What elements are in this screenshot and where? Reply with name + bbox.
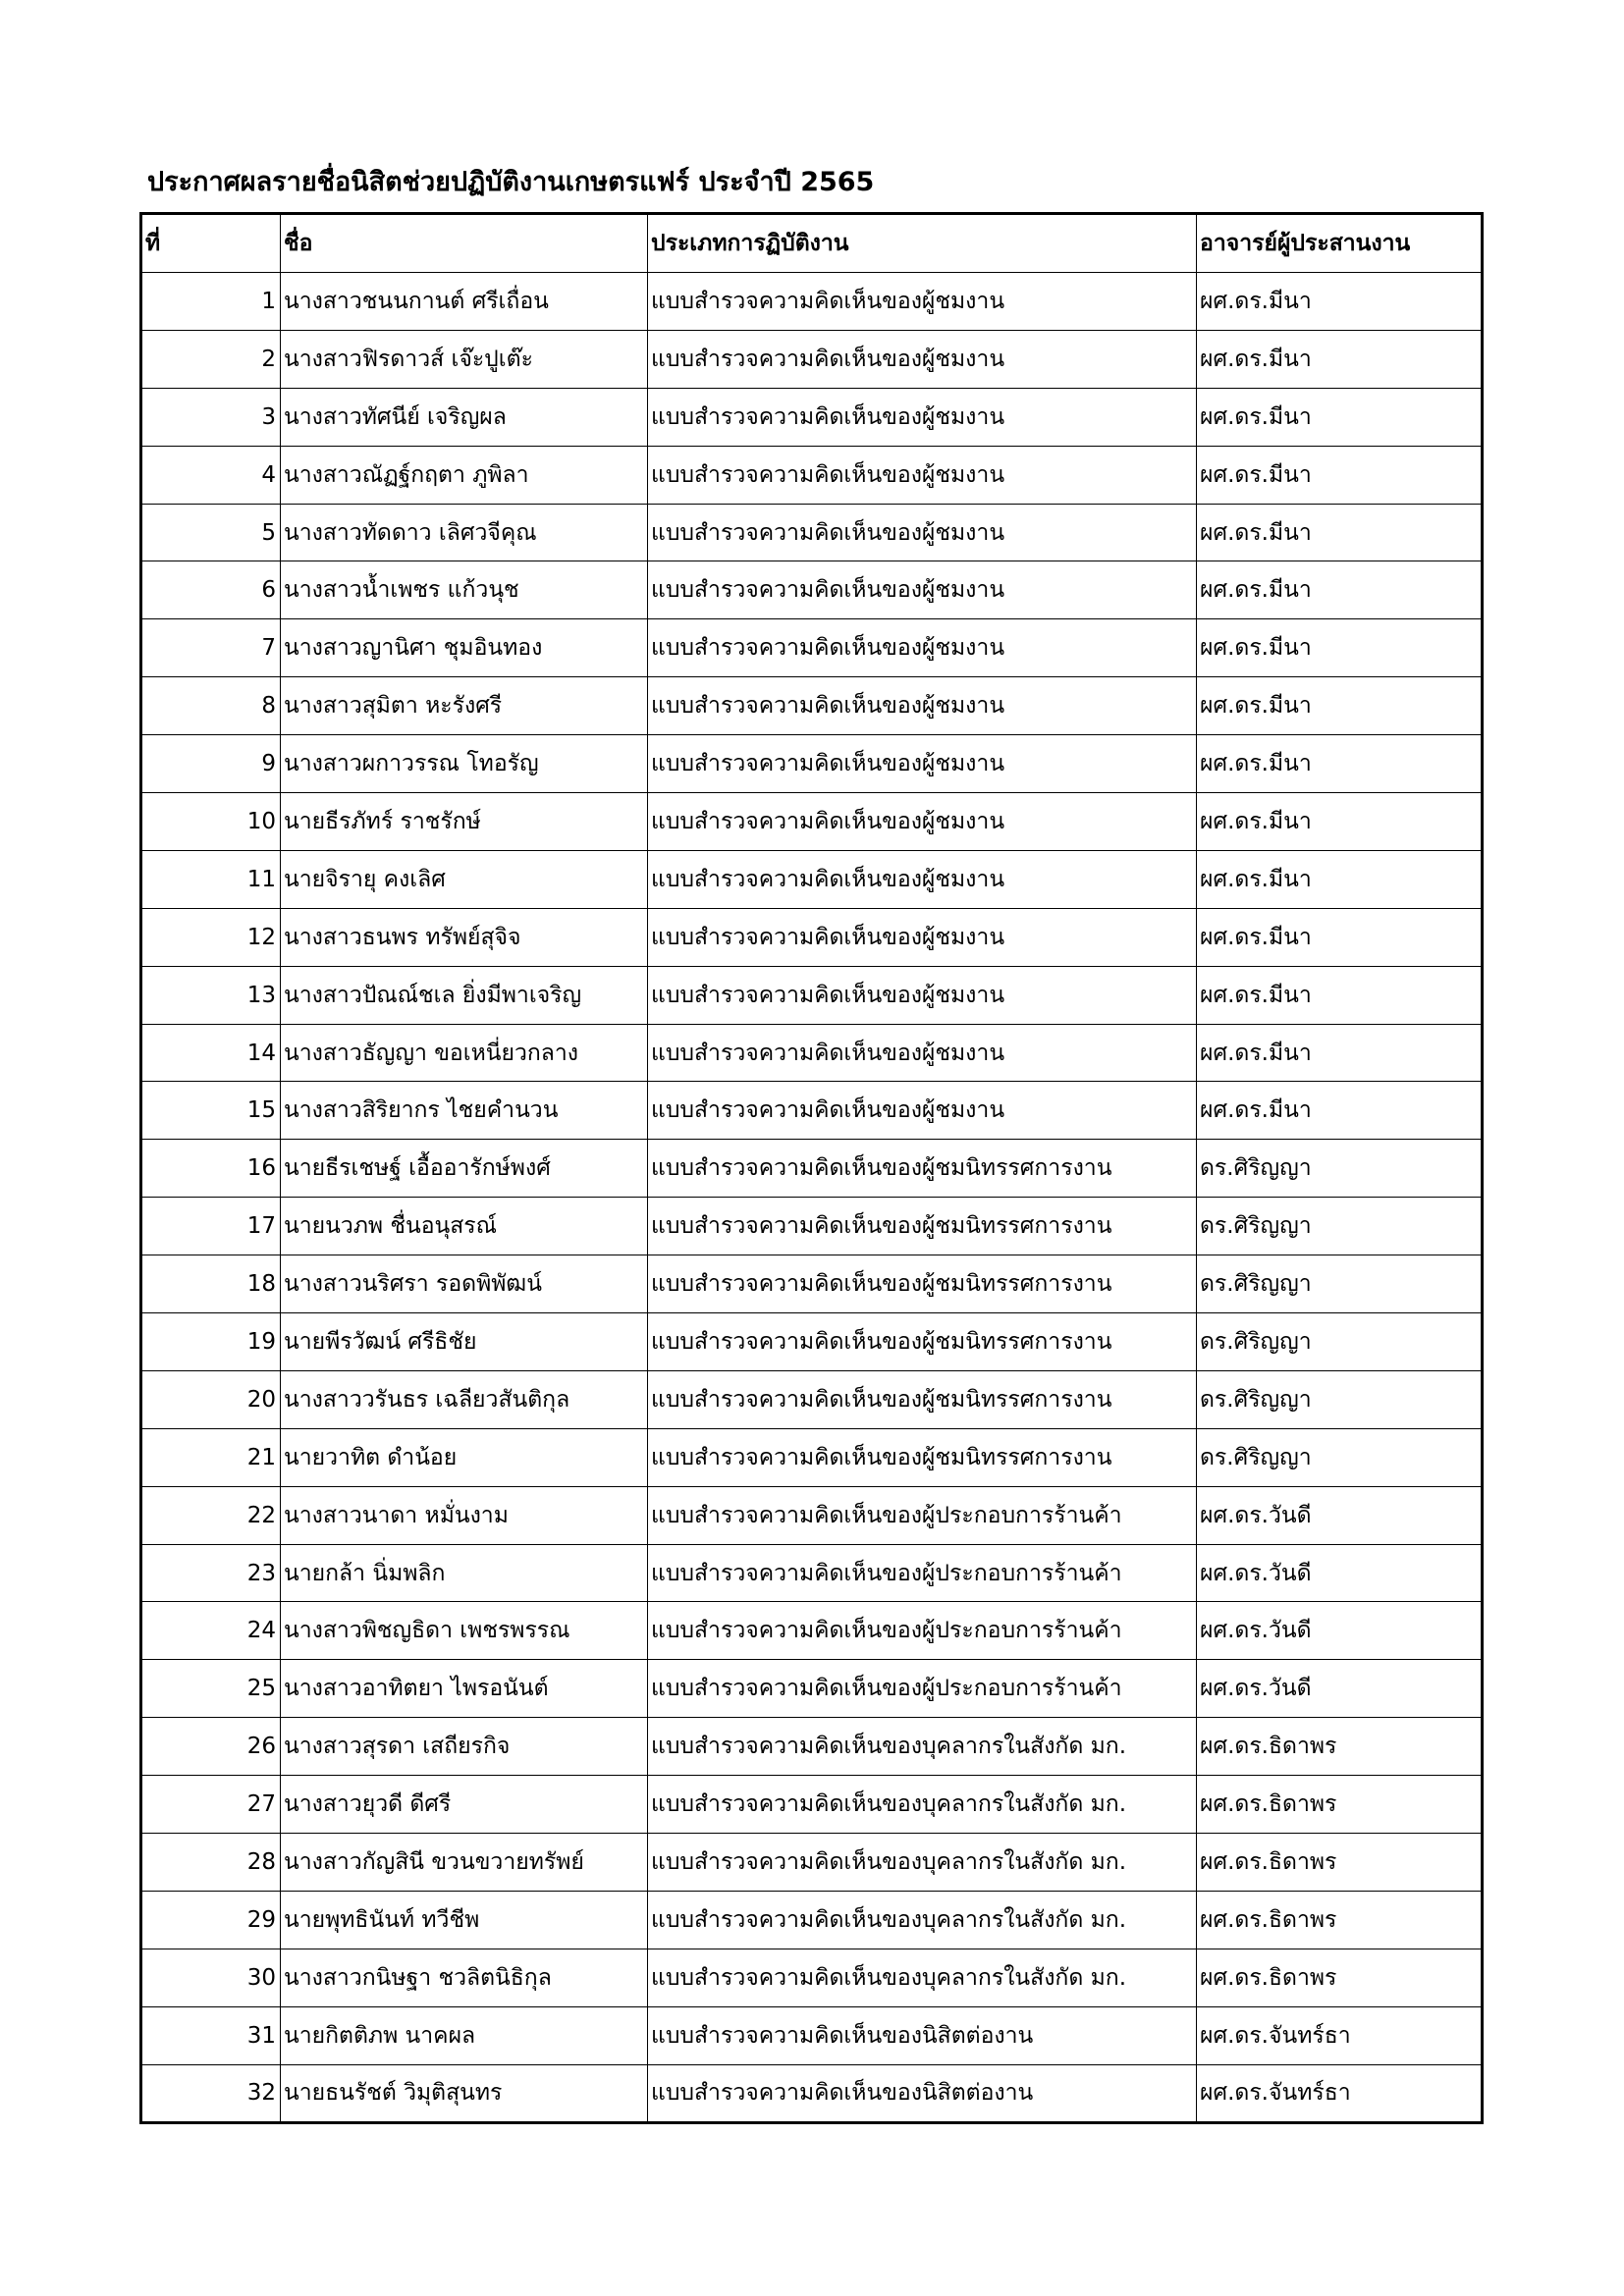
cell-coordinator: ผศ.ดร.จันทร์ธา [1197, 2006, 1483, 2064]
cell-coordinator: ผศ.ดร.มีนา [1197, 735, 1483, 793]
cell-name: นางสาวสิริยากร ไชยคำนวน [281, 1082, 648, 1140]
cell-coordinator: ผศ.ดร.มีนา [1197, 793, 1483, 851]
cell-coordinator: ผศ.ดร.มีนา [1197, 677, 1483, 735]
table-row [141, 966, 1483, 1024]
cell-work-type: แบบสำรวจความคิดเห็นของผู้ประกอบการร้านค้า [648, 1486, 1197, 1544]
cell-number: 11 [141, 850, 281, 908]
cell-coordinator: ผศ.ดร.จันทร์ธา [1197, 2064, 1483, 2122]
table-row [141, 1776, 1483, 1834]
cell-name: นายธีรเชษฐ์ เอื้ออารักษ์พงศ์ [281, 1140, 648, 1198]
cell-number: 21 [141, 1428, 281, 1486]
cell-name: นางสาวธนพร ทรัพย์สุจิจ [281, 908, 648, 966]
cell-coordinator: ดร.ศิริญญา [1197, 1198, 1483, 1255]
cell-work-type: แบบสำรวจความคิดเห็นของผู้ชมงาน [648, 273, 1197, 331]
cell-work-type: แบบสำรวจความคิดเห็นของบุคลากรในสังกัด มก. [648, 1718, 1197, 1776]
table-row [141, 1313, 1483, 1371]
table-row [141, 1544, 1483, 1602]
table-row [141, 446, 1483, 504]
table-row [141, 1486, 1483, 1544]
cell-name: นางสาวชนนกานต์ ศรีเถื่อน [281, 273, 648, 331]
cell-name: นายพุทธินันท์ ทวีชีพ [281, 1891, 648, 1949]
cell-name: นางสาวอาทิตยา ไพรอนันต์ [281, 1660, 648, 1718]
cell-name: นางสาวน้ำเพชร แก้วนุช [281, 561, 648, 619]
table-row [141, 1370, 1483, 1428]
cell-coordinator: ผศ.ดร.ธิดาพร [1197, 1834, 1483, 1892]
header-number: ที่ [141, 214, 281, 273]
cell-coordinator: ผศ.ดร.มีนา [1197, 908, 1483, 966]
cell-work-type: แบบสำรวจความคิดเห็นของผู้ประกอบการร้านค้า [648, 1544, 1197, 1602]
table-row [141, 1834, 1483, 1892]
cell-name: นางสาววรันธร เฉลียวสันติกุล [281, 1370, 648, 1428]
cell-number: 16 [141, 1140, 281, 1198]
cell-number: 25 [141, 1660, 281, 1718]
cell-number: 30 [141, 1949, 281, 2006]
cell-work-type: แบบสำรวจความคิดเห็นของผู้ชมงาน [648, 677, 1197, 735]
cell-coordinator: ผศ.ดร.มีนา [1197, 388, 1483, 446]
table-row [141, 1602, 1483, 1660]
cell-work-type: แบบสำรวจความคิดเห็นของผู้ชมนิทรรศการงาน [648, 1313, 1197, 1371]
cell-name: นายวาทิต ดำน้อย [281, 1428, 648, 1486]
cell-coordinator: ผศ.ดร.มีนา [1197, 1024, 1483, 1082]
table-row [141, 908, 1483, 966]
cell-number: 5 [141, 504, 281, 561]
table-row [141, 504, 1483, 561]
cell-number: 10 [141, 793, 281, 851]
cell-number: 27 [141, 1776, 281, 1834]
cell-number: 20 [141, 1370, 281, 1428]
table-row [141, 561, 1483, 619]
cell-name: นางสาวกัญสินี ขวนขวายทรัพย์ [281, 1834, 648, 1892]
cell-number: 15 [141, 1082, 281, 1140]
cell-coordinator: ดร.ศิริญญา [1197, 1370, 1483, 1428]
cell-coordinator: ดร.ศิริญญา [1197, 1428, 1483, 1486]
cell-work-type: แบบสำรวจความคิดเห็นของผู้ประกอบการร้านค้า [648, 1602, 1197, 1660]
cell-coordinator: ผศ.ดร.ธิดาพร [1197, 1891, 1483, 1949]
table-row [141, 2006, 1483, 2064]
cell-work-type: แบบสำรวจความคิดเห็นของนิสิตต่องาน [648, 2006, 1197, 2064]
cell-name: นางสาวพิชญธิดา เพชรพรรณ [281, 1602, 648, 1660]
student-roster-table [139, 212, 1484, 2124]
cell-coordinator: ผศ.ดร.มีนา [1197, 1082, 1483, 1140]
cell-coordinator: ผศ.ดร.วันดี [1197, 1486, 1483, 1544]
table-row [141, 1082, 1483, 1140]
cell-number: 31 [141, 2006, 281, 2064]
cell-coordinator: ผศ.ดร.ธิดาพร [1197, 1776, 1483, 1834]
cell-work-type: แบบสำรวจความคิดเห็นของผู้ชมนิทรรศการงาน [648, 1370, 1197, 1428]
cell-number: 23 [141, 1544, 281, 1602]
table-row [141, 1198, 1483, 1255]
cell-number: 3 [141, 388, 281, 446]
table-row [141, 330, 1483, 388]
cell-number: 19 [141, 1313, 281, 1371]
cell-number: 8 [141, 677, 281, 735]
header-work-type: ประเภทการฏิบัติงาน [648, 214, 1197, 273]
cell-coordinator: ผศ.ดร.ธิดาพร [1197, 1949, 1483, 2006]
cell-work-type: แบบสำรวจความคิดเห็นของผู้ชมนิทรรศการงาน [648, 1198, 1197, 1255]
table-row [141, 1660, 1483, 1718]
table-row [141, 2064, 1483, 2122]
table-row [141, 850, 1483, 908]
cell-number: 13 [141, 966, 281, 1024]
cell-number: 4 [141, 446, 281, 504]
cell-work-type: แบบสำรวจความคิดเห็นของผู้ประกอบการร้านค้า [648, 1660, 1197, 1718]
cell-name: นายธีรภัทร์ ราชรักษ์ [281, 793, 648, 851]
cell-coordinator: ผศ.ดร.มีนา [1197, 850, 1483, 908]
cell-coordinator: ผศ.ดร.มีนา [1197, 504, 1483, 561]
table-row [141, 735, 1483, 793]
cell-coordinator: ดร.ศิริญญา [1197, 1140, 1483, 1198]
cell-work-type: แบบสำรวจความคิดเห็นของบุคลากรในสังกัด มก. [648, 1949, 1197, 2006]
cell-name: นางสาวกนิษฐา ชวลิตนิธิกุล [281, 1949, 648, 2006]
cell-work-type: แบบสำรวจความคิดเห็นของผู้ชมงาน [648, 1082, 1197, 1140]
cell-coordinator: ผศ.ดร.มีนา [1197, 446, 1483, 504]
cell-name: นายกิตติภพ นาคผล [281, 2006, 648, 2064]
cell-coordinator: ดร.ศิริญญา [1197, 1313, 1483, 1371]
cell-work-type: แบบสำรวจความคิดเห็นของผู้ชมงาน [648, 735, 1197, 793]
table-row [141, 1024, 1483, 1082]
cell-name: นางสาวนาดา หมั่นงาม [281, 1486, 648, 1544]
table-row [141, 388, 1483, 446]
cell-name: นางสาวทัศนีย์ เจริญผล [281, 388, 648, 446]
cell-work-type: แบบสำรวจความคิดเห็นของผู้ชมงาน [648, 966, 1197, 1024]
cell-work-type: แบบสำรวจความคิดเห็นของผู้ชมงาน [648, 388, 1197, 446]
table-row [141, 1255, 1483, 1313]
cell-name: นางสาวญานิศา ชุมอินทอง [281, 619, 648, 677]
table-header-row [141, 214, 1483, 273]
cell-work-type: แบบสำรวจความคิดเห็นของบุคลากรในสังกัด มก. [648, 1834, 1197, 1892]
cell-number: 17 [141, 1198, 281, 1255]
cell-work-type: แบบสำรวจความคิดเห็นของนิสิตต่องาน [648, 2064, 1197, 2122]
cell-number: 29 [141, 1891, 281, 1949]
cell-work-type: แบบสำรวจความคิดเห็นของผู้ชมนิทรรศการงาน [648, 1255, 1197, 1313]
cell-coordinator: ผศ.ดร.วันดี [1197, 1660, 1483, 1718]
cell-number: 12 [141, 908, 281, 966]
table-row [141, 1140, 1483, 1198]
cell-work-type: แบบสำรวจความคิดเห็นของบุคลากรในสังกัด มก. [648, 1776, 1197, 1834]
cell-number: 1 [141, 273, 281, 331]
cell-number: 22 [141, 1486, 281, 1544]
cell-coordinator: ผศ.ดร.มีนา [1197, 273, 1483, 331]
cell-work-type: แบบสำรวจความคิดเห็นของผู้ชมนิทรรศการงาน [648, 1140, 1197, 1198]
cell-name: นางสาวณัฏฐ์กฤตา ภูพิลา [281, 446, 648, 504]
table-row [141, 793, 1483, 851]
cell-name: นางสาวปัณณ์ชเล ยิ่งมีพาเจริญ [281, 966, 648, 1024]
table-row [141, 1949, 1483, 2006]
header-name: ชื่อ [281, 214, 648, 273]
cell-coordinator: ผศ.ดร.ธิดาพร [1197, 1718, 1483, 1776]
cell-name: นายกล้า นิ่มพลิก [281, 1544, 648, 1602]
cell-name: นางสาวนริศรา รอดพิพัฒน์ [281, 1255, 648, 1313]
cell-coordinator: ผศ.ดร.มีนา [1197, 561, 1483, 619]
cell-coordinator: ผศ.ดร.มีนา [1197, 330, 1483, 388]
table-row [141, 1891, 1483, 1949]
cell-number: 24 [141, 1602, 281, 1660]
cell-number: 2 [141, 330, 281, 388]
table-row [141, 1428, 1483, 1486]
cell-number: 28 [141, 1834, 281, 1892]
cell-coordinator: ผศ.ดร.มีนา [1197, 619, 1483, 677]
cell-work-type: แบบสำรวจความคิดเห็นของบุคลากรในสังกัด มก. [648, 1891, 1197, 1949]
cell-coordinator: ผศ.ดร.วันดี [1197, 1602, 1483, 1660]
cell-name: นายจิรายุ คงเลิศ [281, 850, 648, 908]
header-coordinator: อาจารย์ผู้ประสานงาน [1197, 214, 1483, 273]
cell-number: 9 [141, 735, 281, 793]
cell-name: นางสาวทัดดาว เลิศวจีคุณ [281, 504, 648, 561]
cell-work-type: แบบสำรวจความคิดเห็นของผู้ชมงาน [648, 908, 1197, 966]
cell-coordinator: ผศ.ดร.มีนา [1197, 966, 1483, 1024]
cell-name: นายพีรวัฒน์ ศรีธิชัย [281, 1313, 648, 1371]
cell-work-type: แบบสำรวจความคิดเห็นของผู้ชมงาน [648, 793, 1197, 851]
cell-name: นายธนรัชต์ วิมุติสุนทร [281, 2064, 648, 2122]
page-title: ประกาศผลรายชื่อนิสิตช่วยปฏิบัติงานเกษตรแฟร์ ประจำปี 2565 [147, 167, 875, 197]
cell-number: 14 [141, 1024, 281, 1082]
cell-number: 32 [141, 2064, 281, 2122]
table-row [141, 677, 1483, 735]
cell-work-type: แบบสำรวจความคิดเห็นของผู้ชมงาน [648, 561, 1197, 619]
cell-name: นางสาวยุวดี ดีศรี [281, 1776, 648, 1834]
cell-work-type: แบบสำรวจความคิดเห็นของผู้ชมงาน [648, 1024, 1197, 1082]
cell-work-type: แบบสำรวจความคิดเห็นของผู้ชมงาน [648, 446, 1197, 504]
cell-number: 18 [141, 1255, 281, 1313]
cell-name: นายนวภพ ชื่นอนุสรณ์ [281, 1198, 648, 1255]
cell-number: 7 [141, 619, 281, 677]
cell-work-type: แบบสำรวจความคิดเห็นของผู้ชมงาน [648, 330, 1197, 388]
cell-work-type: แบบสำรวจความคิดเห็นของผู้ชมงาน [648, 504, 1197, 561]
cell-work-type: แบบสำรวจความคิดเห็นของผู้ชมงาน [648, 619, 1197, 677]
cell-name: นางสาวผกาวรรณ โทอรัญ [281, 735, 648, 793]
table-row [141, 619, 1483, 677]
cell-coordinator: ผศ.ดร.วันดี [1197, 1544, 1483, 1602]
cell-number: 26 [141, 1718, 281, 1776]
cell-name: นางสาวฟิรดาวส์ เจ๊ะปูเต๊ะ [281, 330, 648, 388]
cell-work-type: แบบสำรวจความคิดเห็นของผู้ชมงาน [648, 850, 1197, 908]
table-body [141, 273, 1483, 2123]
cell-name: นางสาวธัญญา ขอเหนี่ยวกลาง [281, 1024, 648, 1082]
cell-work-type: แบบสำรวจความคิดเห็นของผู้ชมนิทรรศการงาน [648, 1428, 1197, 1486]
cell-coordinator: ดร.ศิริญญา [1197, 1255, 1483, 1313]
table-row [141, 1718, 1483, 1776]
table-row [141, 273, 1483, 331]
cell-name: นางสาวสุมิตา หะรังศรี [281, 677, 648, 735]
cell-name: นางสาวสุรดา เสถียรกิจ [281, 1718, 648, 1776]
cell-number: 6 [141, 561, 281, 619]
